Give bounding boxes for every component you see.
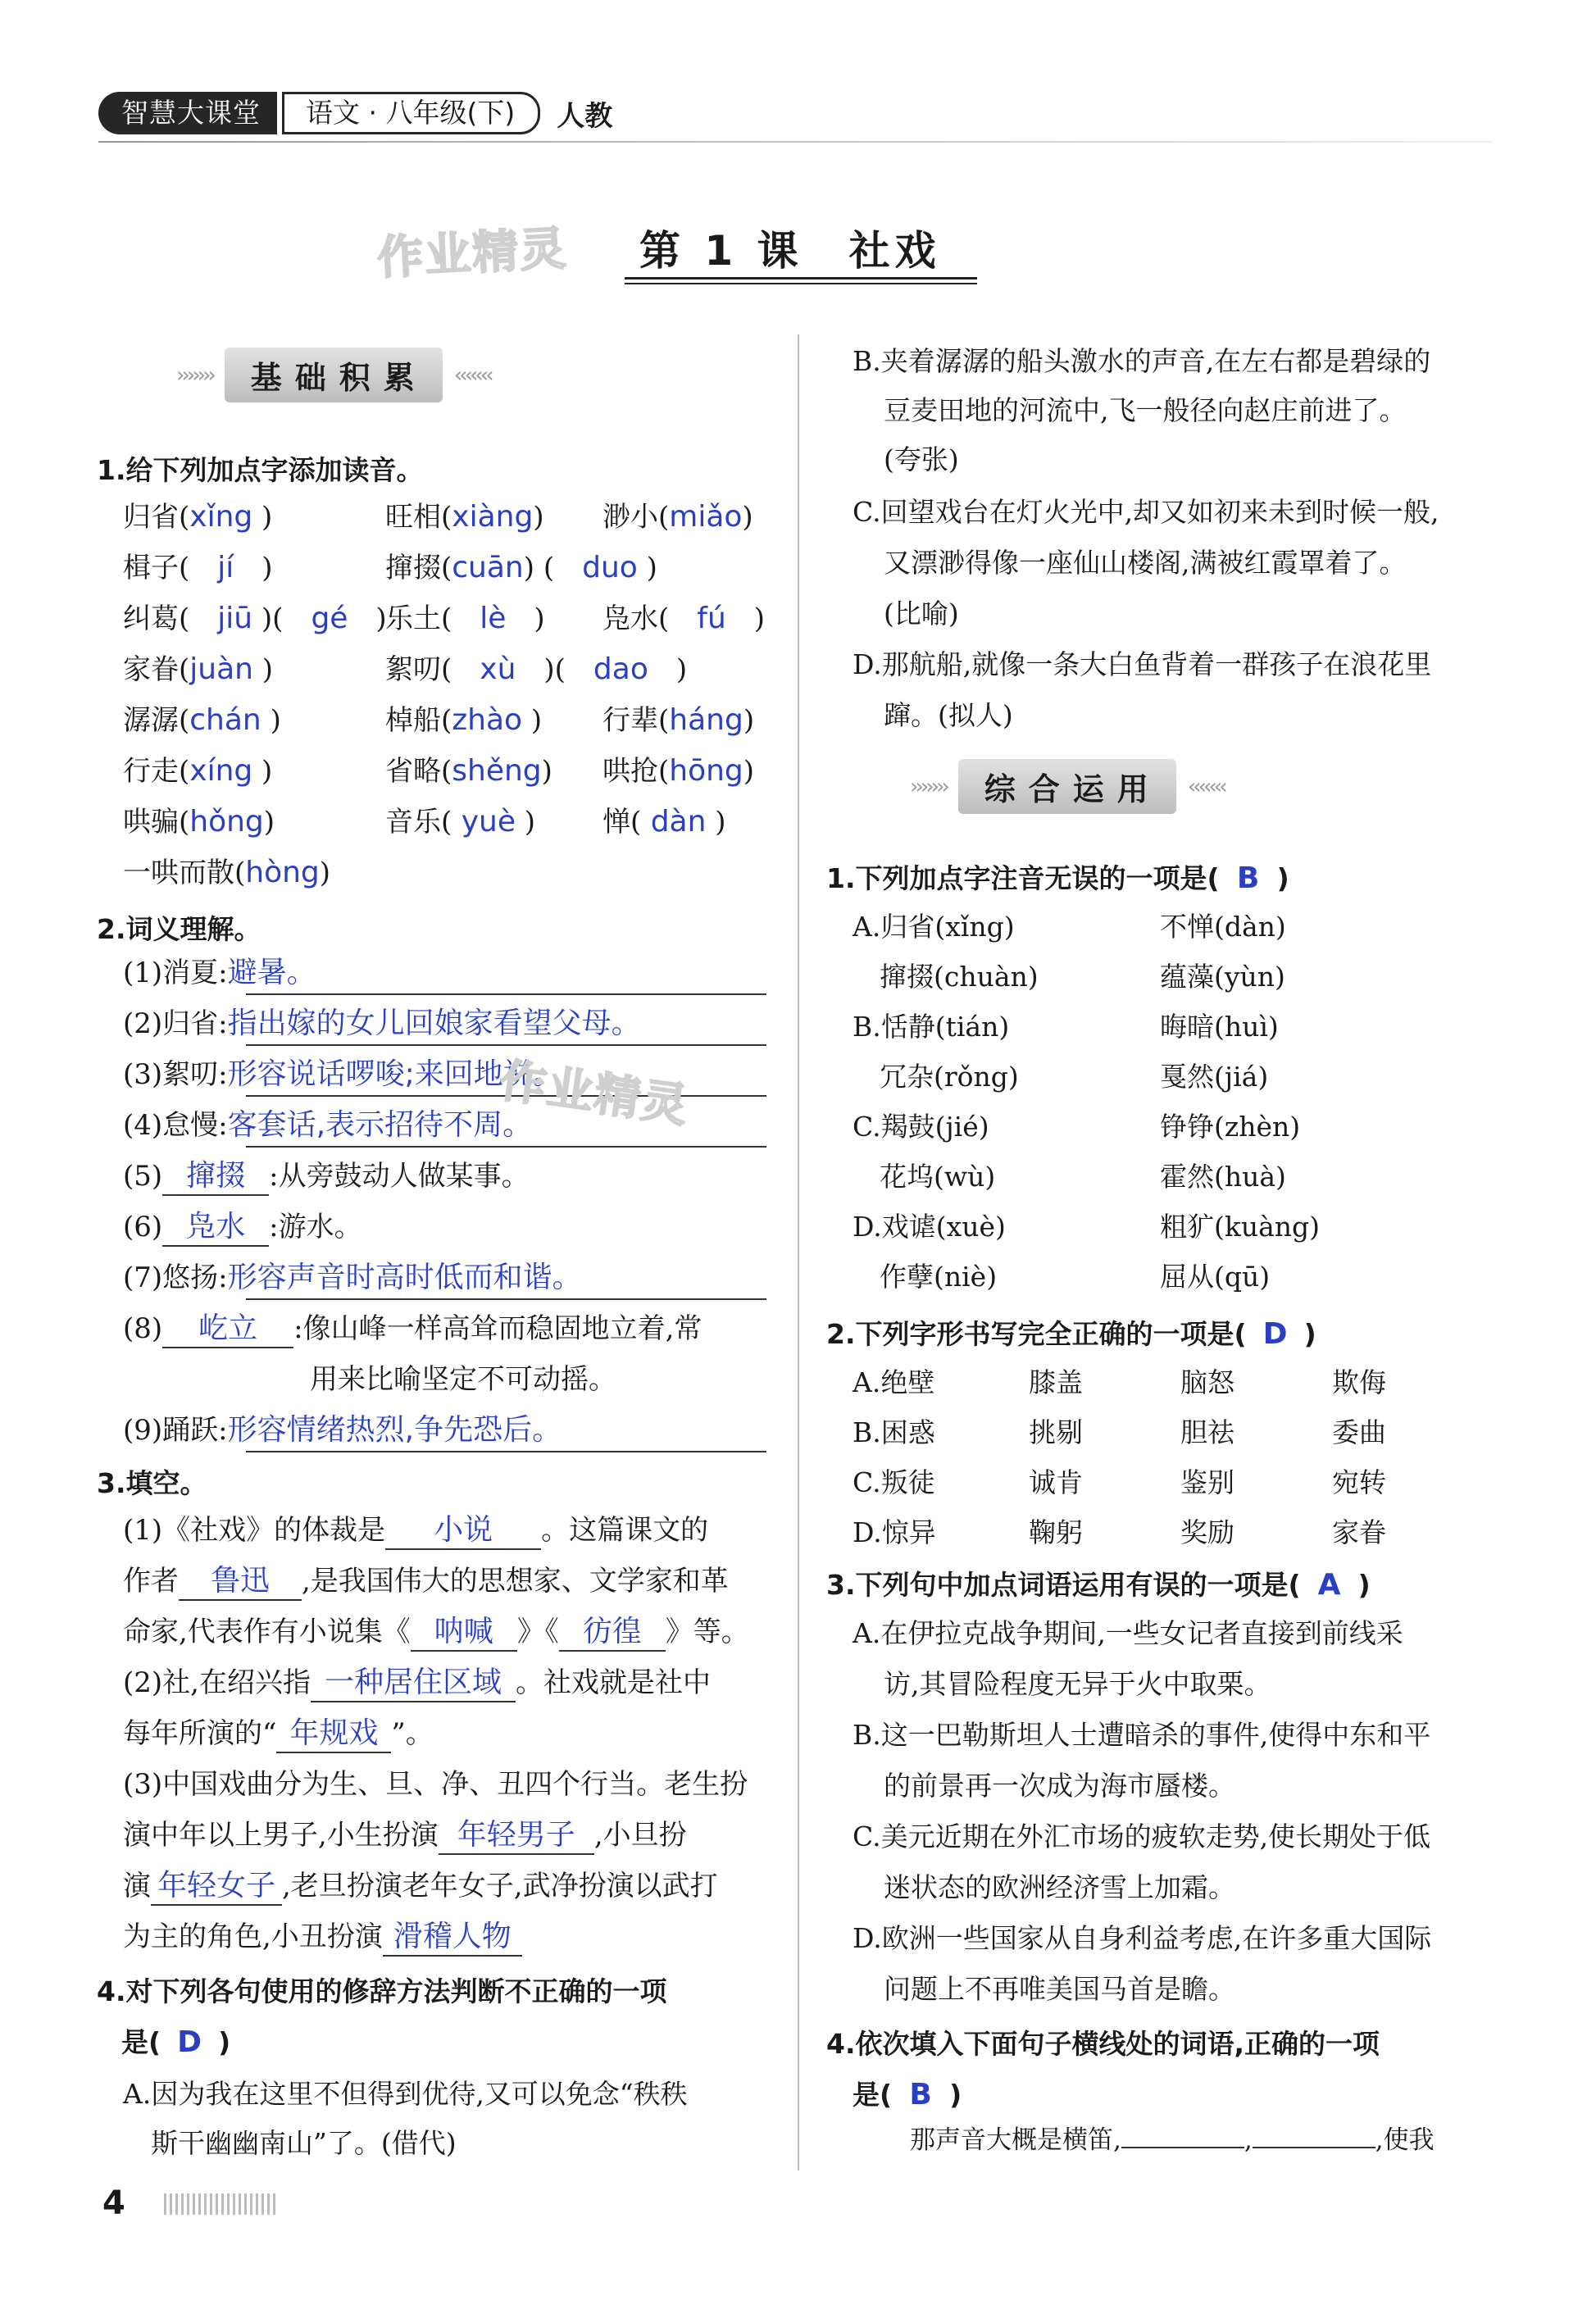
watermark: 作业精灵 xyxy=(496,1054,693,1134)
def-line xyxy=(246,1005,766,1046)
section-basic-title: 基础积累 xyxy=(225,348,443,402)
title-rule xyxy=(625,277,977,280)
q1-item: 撺掇(cuān) ( duo ) xyxy=(385,551,657,584)
q1-item: 行走(xíng ) xyxy=(123,754,273,788)
q3-label: 3.填空。 xyxy=(97,1467,207,1499)
q1-item: 省略(shěng) xyxy=(385,754,552,788)
r1-row: 冗杂(rǒng) 戛然(jiá) xyxy=(853,1061,1269,1093)
r1-options xyxy=(853,902,1320,1302)
r2-label: 2.下列字形书写完全正确的一项是( D ) xyxy=(826,1317,1316,1351)
def-line xyxy=(246,954,766,995)
watermark: 作业精灵 xyxy=(375,221,569,286)
fill-line: 为主的角色,小丑扮演 滑稽人物 xyxy=(123,1911,522,1962)
q1-item: 归省(xǐng ) xyxy=(123,500,273,534)
fill-line: (2)社,在绍兴指 一种居住区域 。社戏就是社中 xyxy=(123,1657,711,1708)
def-2: (2)归省:指出嫁的女儿回娘家看望父母。 xyxy=(123,1007,641,1040)
r3-option-c: C.美元近期在外汇市场的疲软走势,使长期处于低 xyxy=(853,1820,1431,1852)
q1-item: 楫子( jí ) xyxy=(123,551,273,584)
page-number: 4 xyxy=(102,2184,125,2222)
r1-row: D.戏谑(xuè) 粗犷(kuàng) xyxy=(853,1211,1321,1243)
def-4: (4)怠慢:客套话,表示招待不周。 xyxy=(123,1108,533,1142)
q1-item: 旺相(xiàng) xyxy=(385,500,544,534)
q4-option-d: D.那航船,就像一条大白鱼背着一群孩子在浪花里 xyxy=(853,648,1432,680)
q1-item: 纠葛( jiū )( gé ) xyxy=(123,602,387,635)
def-8-cont: 用来比喻坚定不可动摇。 xyxy=(310,1363,616,1396)
r4-answer: 是( B ) xyxy=(853,2078,962,2111)
fill-line: (1)《社戏》的体裁是 小说 。这篇课文的 xyxy=(123,1505,708,1556)
q1-item: 哄抢(hōng) xyxy=(602,754,755,788)
subject-label: 语文 · 八年级(下) xyxy=(282,92,540,134)
r4-label: 4.依次填入下面句子横线处的词语,正确的一项 xyxy=(826,2028,1380,2060)
q4-option-a-cont: 斯干幽幽南山”了。(借代) xyxy=(151,2127,457,2159)
q1-item: 絮叨( xù )( dao ) xyxy=(385,652,688,686)
r1-row: 花坞(wù) 霍然(huà) xyxy=(853,1161,1286,1193)
arrows-right-icon: ››››››› xyxy=(176,362,213,388)
r3-label: 3.下列句中加点词语运用有误的一项是( A ) xyxy=(826,1568,1371,1602)
q4-option-d-cont: 蹿。(拟人) xyxy=(884,699,1013,731)
fill-line: 作者 鲁迅 ,是我国伟大的思想家、文学家和革 xyxy=(123,1556,729,1607)
fill-line: 演中年以上男子,小生扮演 年轻男子 ,小旦扮 xyxy=(123,1810,687,1861)
q4-label: 4.对下列各句使用的修辞方法判断不正确的一项 xyxy=(97,1975,667,2007)
title-rule-2 xyxy=(625,283,977,284)
r3-option-d-cont: 问题上不再唯美国马首是瞻。 xyxy=(884,1973,1235,2005)
r2-row: D.惊异 鞠躬 奖励 家眷 xyxy=(853,1516,1386,1548)
def-7: (7)悠扬:形容声音时高时低而和谐。 xyxy=(123,1261,582,1294)
section-applied-title: 综合运用 xyxy=(958,759,1176,814)
section-applied xyxy=(910,759,1225,814)
def-9: (9)踊跃:形容情绪热烈,争先恐后。 xyxy=(123,1413,562,1447)
r1-label: 1.下列加点字注音无误的一项是( B ) xyxy=(826,861,1289,895)
r3-option-c-cont: 迷状态的欧洲经济雪上加霜。 xyxy=(884,1871,1235,1903)
r3-option-a-cont: 访,其冒险程度无异于火中取栗。 xyxy=(884,1668,1271,1700)
fill-line: 每年所演的“ 年规戏 ”。 xyxy=(123,1708,434,1759)
q4-option-a: A.因为我在这里不但得到优待,又可以免念“秩秩 xyxy=(123,2078,688,2110)
q1-item: 惮( dàn ) xyxy=(602,805,726,839)
r3-option-a: A.在伊拉克战争期间,一些女记者直接到前线采 xyxy=(853,1617,1403,1649)
q4-option-c-cont: 又漂渺得像一座仙山楼阁,满被红霞罩着了。 xyxy=(884,547,1407,579)
q4-option-c: C.回望戏台在灯火光中,却又如初来未到时候一般, xyxy=(853,496,1439,528)
header-rule xyxy=(98,141,1492,143)
r3-option-b-cont: 的前景再一次成为海市蜃楼。 xyxy=(884,1770,1235,1802)
q1-item: 渺小(miǎo) xyxy=(602,500,753,534)
def-line xyxy=(246,1107,766,1148)
r3-option-d: D.欧洲一些国家从自身利益考虑,在许多重大国际 xyxy=(853,1922,1432,1954)
q1-item: 棹船(zhào ) xyxy=(385,703,543,737)
def-1: (1)消夏:避暑。 xyxy=(123,956,316,989)
arrows-left-icon: ‹‹‹‹‹‹‹ xyxy=(453,362,491,388)
r1-row: A.归省(xǐng) 不惮(dàn) xyxy=(853,911,1286,943)
r4-sentence: 那声音大概是横笛, , ,使我 xyxy=(910,2125,1435,2155)
def-6: (6) 凫水 :游水。 xyxy=(123,1202,362,1252)
q1-label: 1.给下列加点字添加读音。 xyxy=(97,454,424,486)
q1-item: 潺潺(chán ) xyxy=(123,703,281,737)
edition-label: 人教 xyxy=(557,99,613,133)
arrows-left-icon: ‹‹‹‹‹‹‹ xyxy=(1187,774,1225,799)
q1-item: 一哄而散(hòng) xyxy=(123,856,331,889)
q1-item: 音乐( yuè ) xyxy=(385,805,536,839)
q1-item: 行辈(háng) xyxy=(602,703,755,737)
arrows-right-icon: ››››››› xyxy=(910,774,947,799)
r2-row: B.困惑 挑剔 胆祛 委曲 xyxy=(853,1416,1386,1448)
def-3: (3)絮叨:形容说话啰唆;来回地说。 xyxy=(123,1057,562,1091)
page-footer-pattern xyxy=(164,2193,279,2215)
q4-option-b-tag: (夸张) xyxy=(884,443,959,475)
q4-option-c-tag: (比喻) xyxy=(884,598,959,630)
q1-item: 乐土( lè ) xyxy=(385,602,545,635)
r3-option-b: B.这一巴勒斯坦人士遭暗杀的事件,使得中东和平 xyxy=(853,1719,1431,1751)
def-line xyxy=(246,1411,766,1452)
running-header xyxy=(98,92,612,134)
r2-row: A.绝壁 膝盖 脑怒 欺侮 xyxy=(853,1366,1386,1398)
fill-line: 命家,代表作有小说集《 呐喊 》《 彷徨 》等。 xyxy=(123,1607,749,1657)
r1-row: 作孽(niè) 屈从(qū) xyxy=(853,1261,1271,1293)
r2-options xyxy=(853,1357,1386,1557)
q1-item: 家眷(juàn ) xyxy=(123,652,274,686)
def-8: (8) 屹立 :像山峰一样高耸而稳固地立着,常 xyxy=(123,1303,702,1354)
q4-option-b: B.夹着潺潺的船头激水的声音,在左右都是碧绿的 xyxy=(853,345,1431,377)
section-basic xyxy=(176,348,491,402)
q1-item: 凫水( fú ) xyxy=(602,602,766,635)
column-divider xyxy=(798,334,799,2170)
q2-label: 2.词义理解。 xyxy=(97,913,261,945)
q1-item: 哄骗(hǒng) xyxy=(123,805,275,839)
def-line xyxy=(246,1259,766,1300)
lesson-title: 第 1 课 社戏 xyxy=(639,227,941,275)
r1-row: C.羯鼓(jié) 铮铮(zhèn) xyxy=(853,1111,1301,1143)
fill-line: 演 年轻女子 ,老旦扮演老年女子,武净扮演以武打 xyxy=(123,1861,718,1911)
r2-row: C.叛徒 诚肯 鉴别 宛转 xyxy=(853,1466,1386,1498)
r1-row: B.恬静(tián) 晦暗(huì) xyxy=(853,1011,1279,1043)
q4-option-b-cont: 豆麦田地的河流中,飞一般径向赵庄前进了。 xyxy=(884,394,1407,426)
r1-row: 撺掇(chuàn) 蕴藻(yùn) xyxy=(853,961,1285,993)
brand-label: 智慧大课堂 xyxy=(98,92,277,134)
fill-line: (3)中国戏曲分为生、旦、净、丑四个行当。老生扮 xyxy=(123,1768,748,1801)
q4-answer: 是( D ) xyxy=(121,2025,231,2059)
def-5: (5) 撺掇 :从旁鼓动人做某事。 xyxy=(123,1151,530,1202)
